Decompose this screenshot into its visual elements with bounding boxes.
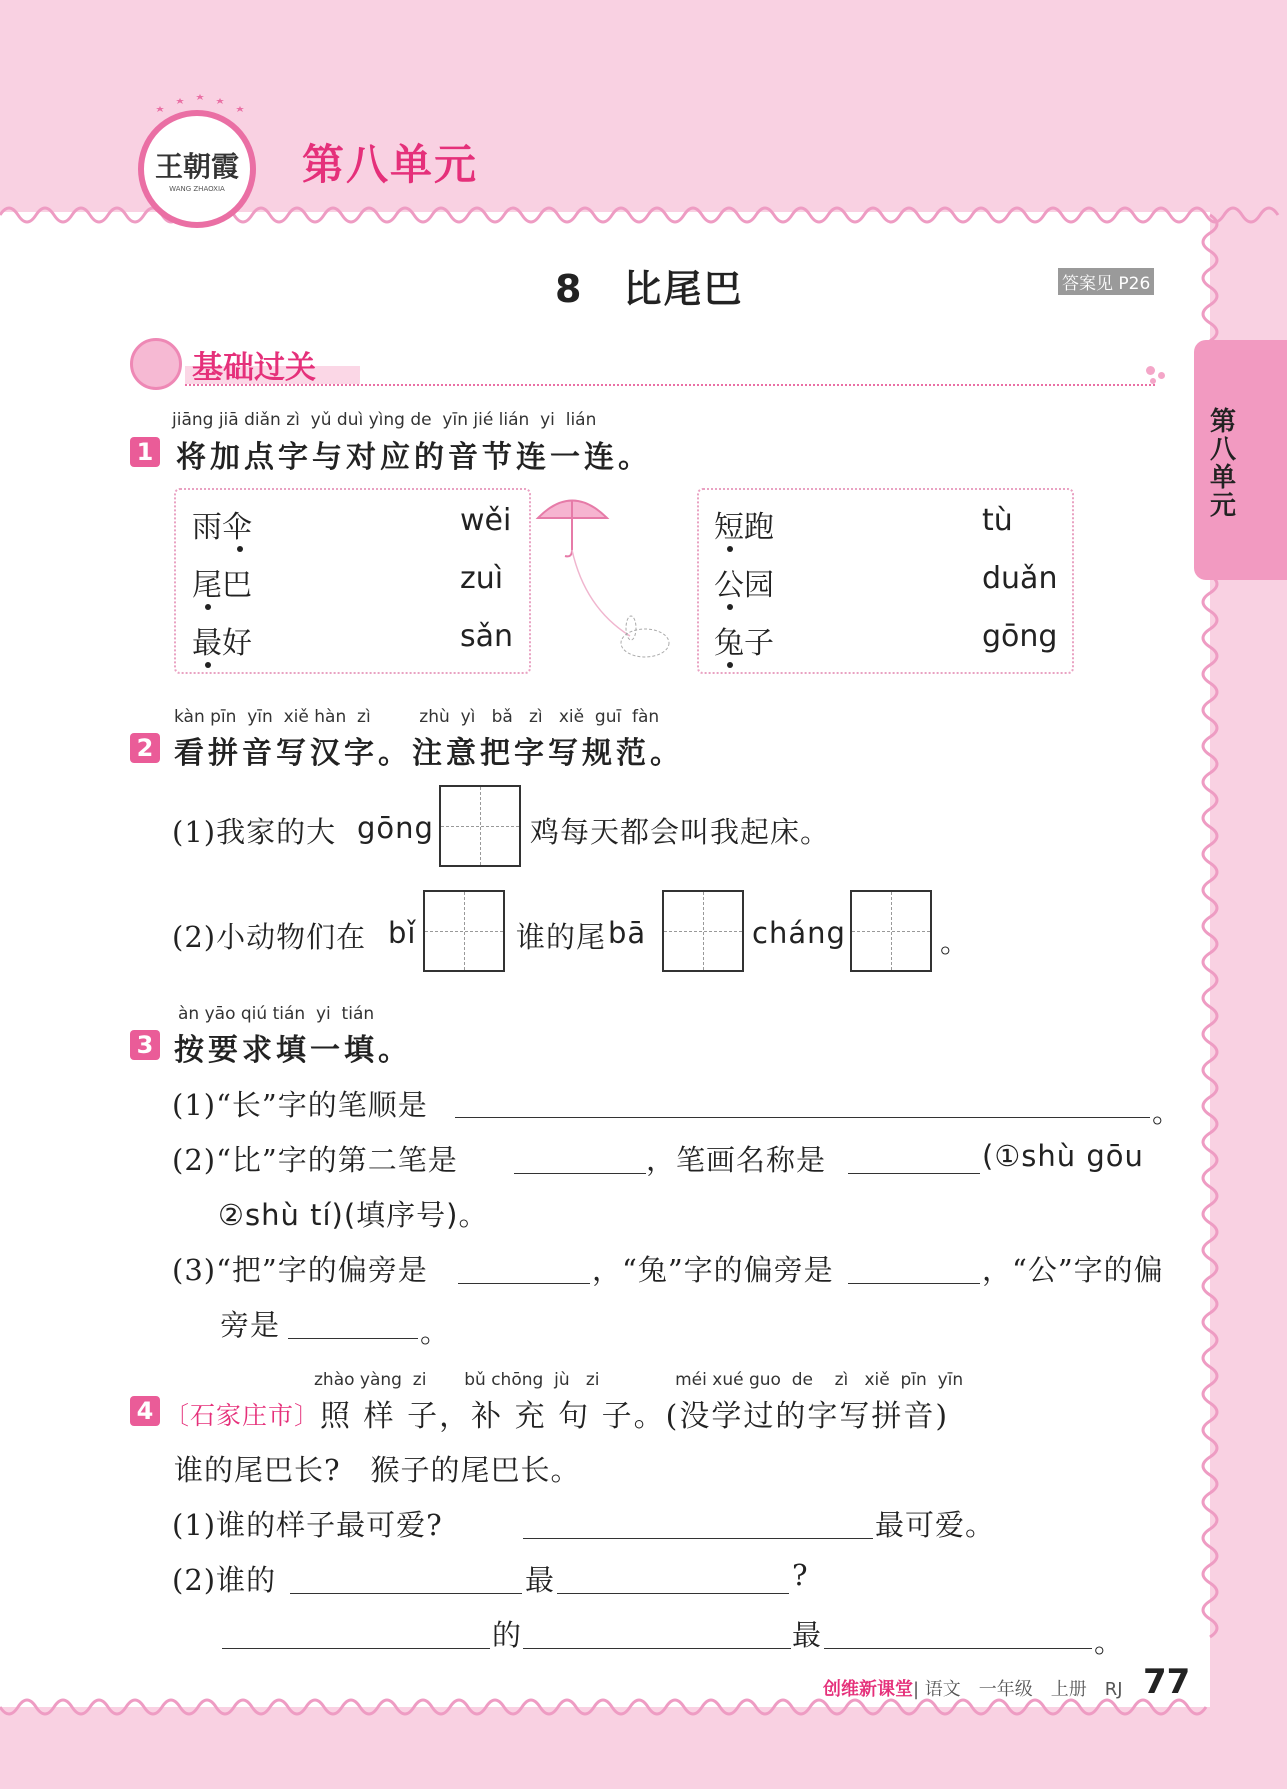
q3-item3-d: 旁是 [220,1308,281,1342]
q2-pinyin: kàn pīn yīn xiě hàn zì zhù yì bǎ zì xiě guī fàn [174,707,660,727]
answer-blank[interactable] [557,1593,789,1594]
q1-left-pinyin-2[interactable]: zuì [460,561,504,596]
q3-item3-end: 。 [420,1315,451,1349]
answer-reference-badge: 答案见 P26 [1058,268,1154,295]
writing-grid-box[interactable] [439,785,521,867]
answer-blank[interactable] [824,1648,1092,1649]
q2-instruction: 看拼音写汉字。注意把字写规范。 [174,736,684,771]
answer-blank[interactable] [290,1593,522,1594]
q1-instruction: 将加点字与对应的音节连一连。 [176,440,652,475]
q2-item2-pinyin-1: bǐ [388,916,417,950]
q1-number: 1 [130,437,160,467]
q3-pinyin: àn yāo qiú tián yi tián [178,1004,375,1024]
q2-item1-suffix: 鸡每天都会叫我起床。 [530,815,831,849]
q4-item2-b: 最 [525,1563,556,1597]
writing-grid-box[interactable] [423,890,505,972]
writing-grid-box[interactable] [850,890,932,972]
answer-blank[interactable] [222,1648,490,1649]
lesson-title: 8 比尾巴 [555,267,744,311]
q1-right-word-1: 短跑 [714,510,774,545]
cat-mascot-icon [130,338,182,390]
q1-right-word-3: 兔子 [714,626,774,661]
q4-example: 谁的尾巴长? 猴子的尾巴长。 [174,1453,581,1487]
q1-left-pinyin-1[interactable]: wěi [460,503,512,538]
q4-item1-end: 最可爱。 [875,1508,996,1542]
q2-item2-pinyin-2: bā [608,916,647,950]
q4-item2-c: ? [792,1558,809,1592]
q1-left-pinyin-3[interactable]: sǎn [460,619,514,654]
q4-item2-e: 最 [792,1618,823,1652]
q3-item3-b: ，“兔”字的偏旁是 [592,1253,834,1287]
answer-blank[interactable] [458,1283,590,1284]
decor-dot [1158,372,1165,379]
answer-blank[interactable] [523,1538,873,1539]
q3-item2-b: ，笔画名称是 [646,1143,827,1177]
answer-blank[interactable] [848,1283,980,1284]
answer-blank[interactable] [523,1648,791,1649]
logo-subtext: WANG ZHAOXIA [169,185,225,193]
logo-text: 王朝霞 [154,150,239,183]
q1-pinyin: jiāng jiā diǎn zì yǔ duì yìng de yīn jié lián yi lián [172,410,597,430]
footer-info: | 语文 一年级 上册 RJ [913,1679,1123,1700]
q1-left-word-3: 最好 [192,626,252,661]
q4-item2-f: 。 [1094,1625,1125,1659]
emphasis-dot [727,604,733,610]
q1-right-pinyin-2[interactable]: duǎn [982,561,1058,596]
q4-instruction: 照 样 子，补 充 句 子。(没学过的字写拼音) [320,1399,950,1434]
decor-dot [1146,366,1155,375]
q3-item3-c: ，“公”字的偏 [982,1253,1164,1287]
q3-number: 3 [130,1030,160,1060]
answer-blank[interactable] [514,1173,646,1174]
q3-item2-c: (①shù gōu [982,1139,1144,1173]
emphasis-dot [205,662,211,668]
q3-instruction: 按要求填一填。 [174,1033,412,1068]
logo-stars [150,92,250,120]
q2-item1-prefix: (1)我家的大 [172,815,337,849]
emphasis-dot [237,546,243,552]
footer-brand: 创维新课堂 [823,1679,913,1700]
emphasis-dot [727,662,733,668]
q2-number: 2 [130,733,160,763]
q4-item2-d: 的 [492,1618,523,1652]
q3-item3-a: (3)“把”字的偏旁是 [172,1253,428,1287]
page-number: 77 [1143,1662,1191,1702]
section-title: 基础过关 [192,350,316,386]
answer-blank[interactable] [848,1173,980,1174]
q1-left-word-1: 雨伞 [192,510,252,545]
q1-right-pinyin-1[interactable]: tù [982,503,1013,538]
footer [823,1675,1123,1701]
emphasis-dot [727,546,733,552]
q4-region-tag: 〔石家庄市〕 [164,1401,321,1430]
umbrella-rabbit-illustration [535,488,695,678]
answer-blank[interactable] [288,1338,418,1339]
q3-item1: (1)“长”字的笔顺是 [172,1088,428,1122]
q2-item2-end: 。 [940,925,971,959]
section-divider [185,384,1155,386]
decor-dot [1150,378,1156,384]
q3-item2-d: ②shù tí)(填序号)。 [218,1198,489,1232]
q3-item2-a: (2)“比”字的第二笔是 [172,1143,458,1177]
q2-item2-mid: 谁的尾 [516,920,607,954]
q4-item1-question: (1)谁的样子最可爱? [172,1508,443,1542]
q1-left-word-2: 尾巴 [192,568,252,603]
q1-right-word-2: 公园 [714,568,774,603]
q4-number: 4 [130,1396,160,1426]
emphasis-dot [205,604,211,610]
q1-right-pinyin-3[interactable]: gōng [982,619,1058,654]
side-tab-label: 第八单元 [1209,407,1236,521]
q2-item2-prefix: (2)小动物们在 [172,920,367,954]
q3-item1-end: 。 [1152,1095,1183,1129]
q4-pinyin: zhào yàng zi bǔ chōng jù zi méi xué guo de zì xiě pīn yīn [314,1370,964,1390]
q2-item1-pinyin: gōng [357,811,434,845]
q2-item2-pinyin-3: cháng [752,916,846,950]
answer-blank[interactable] [455,1117,1150,1118]
unit-title: 第八单元 [302,140,479,189]
writing-grid-box[interactable] [662,890,744,972]
q4-item2-a: (2)谁的 [172,1563,277,1597]
